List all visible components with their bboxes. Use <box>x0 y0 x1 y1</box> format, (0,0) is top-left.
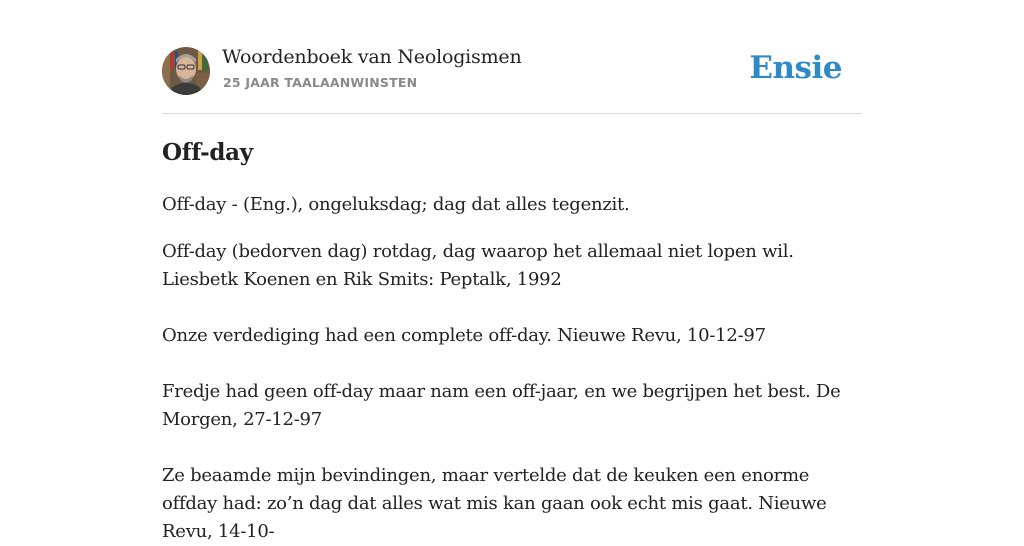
quote-item: Ze beaamde mijn bevindingen, maar vertelde dat de keuken een enorme offday had: zo’n dag dat alles wat mis kan gaan ook echt mis gaat. Nieuwe Revu, 14-10- <box>162 465 827 542</box>
entry-definition: Off-day - (Eng.), ongeluksdag; dag dat alles tegenzit. <box>162 194 630 215</box>
site-header <box>162 46 862 114</box>
quote-item: Off-day (bedorven dag) rotdag, dag waarop het allemaal niet lopen wil. Liesbetk Koenen en Rik Smits: Peptalk, 1992 <box>162 241 794 290</box>
brand-logo[interactable]: Ensie <box>749 50 842 86</box>
quote-list <box>162 238 862 546</box>
quote-item: Onze verdediging had een complete off-day. Nieuwe Revu, 10-12-97 <box>162 325 766 346</box>
site-subtitle: 25 JAAR TAALAANWINSTEN <box>223 75 418 90</box>
entry-title: Off-day <box>162 139 253 166</box>
author-portrait-image <box>162 47 210 95</box>
avatar[interactable] <box>162 47 210 95</box>
quote-item: Fredje had geen off-day maar nam een off-jaar, en we begrijpen het best. De Morgen, 27-12-97 <box>162 381 841 430</box>
site-title[interactable]: Woordenboek van Neologismen <box>222 46 522 68</box>
page-container <box>162 46 862 542</box>
entry-content <box>162 191 862 546</box>
